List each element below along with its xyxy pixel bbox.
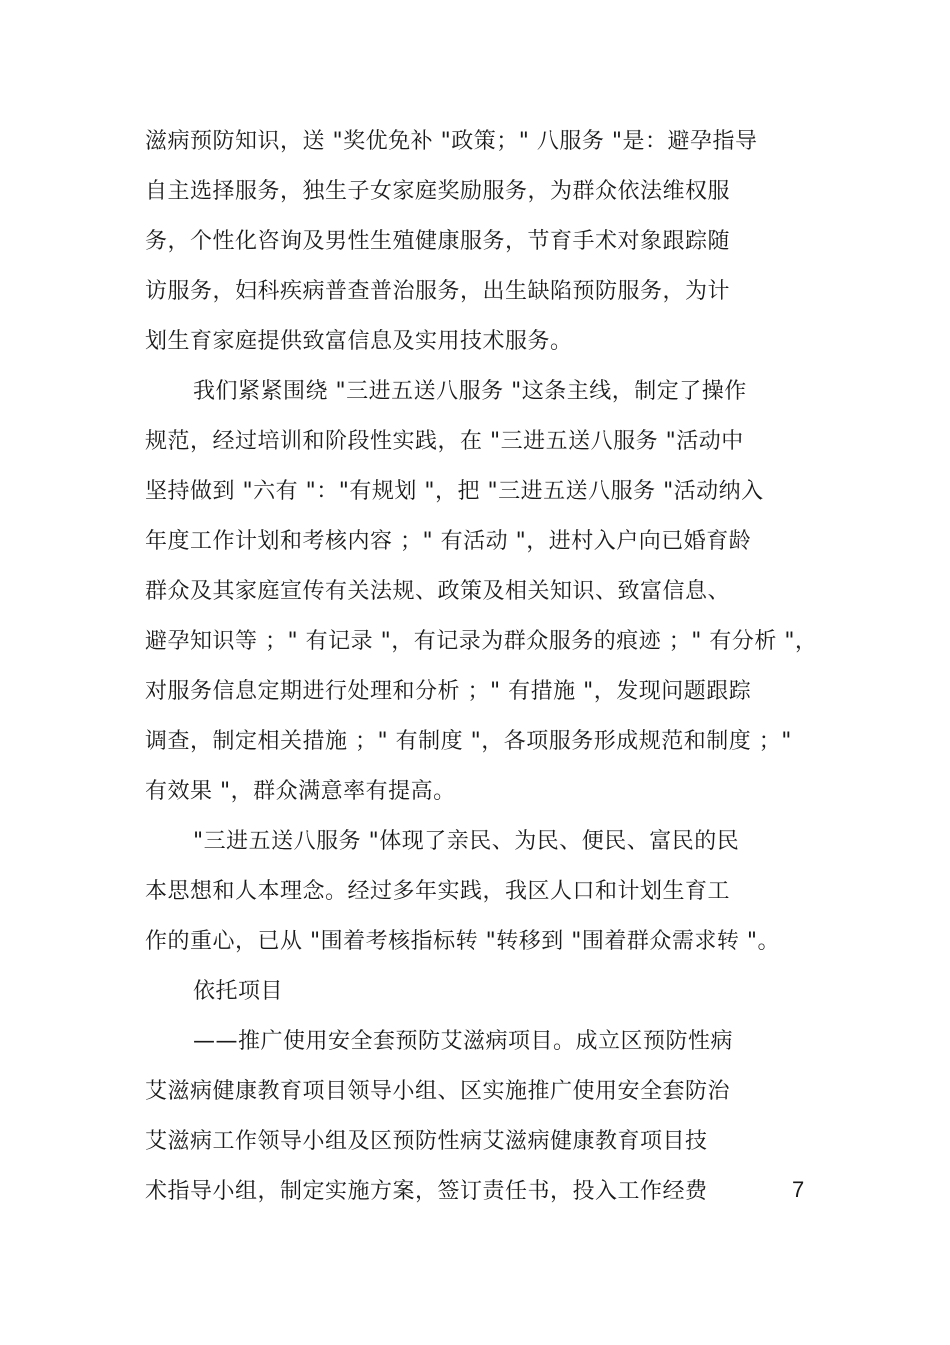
page-number: 7 [792,1177,805,1202]
text-line-1: 滋病预防知识，送 "奖优免补 "政策；" 八服务 "是：避孕指导 [145,129,758,154]
text-line-19: ——推广使用安全套预防艾滋病项目。成立区预防性病 [193,1029,734,1054]
text-line-11: 避孕知识等 ；" 有记录 "，有记录为群众服务的痕迹 ；" 有分析 "， [145,629,818,654]
text-line-17: 作的重心，已从 "围着考核指标转 "转移到 "围着群众需求转 "。 [145,929,780,954]
text-line-3: 务，个性化咨询及男性生殖健康服务，节育手术对象跟踪随 [145,229,731,254]
text-line-10: 群众及其家庭宣传有关法规、政策及相关知识、致富信息、 [145,579,731,604]
text-line-16: 本思想和人本理念。经过多年实践，我区人口和计划生育工 [145,879,731,904]
text-line-21: 艾滋病工作领导小组及区预防性病艾滋病健康教育项目技 [145,1129,708,1154]
text-line-8: 坚持做到 "六有 "："有规划 "，把 "三进五送八服务 "活动纳入 [145,479,764,504]
text-line-5: 划生育家庭提供致富信息及实用技术服务。 [145,329,573,354]
text-line-7: 规范，经过培训和阶段性实践，在 "三进五送八服务 "活动中 [145,429,744,454]
text-line-14: 有效果 "，群众满意率有提高。 [145,779,456,804]
text-line-2: 自主选择服务，独生子女家庭奖励服务，为群众依法维权服 [145,179,731,204]
section-heading: 依托项目 [193,979,284,1004]
text-line-22: 术指导小组，制定实施方案，签订责任书，投入工作经费 [145,1179,708,1204]
text-line-13: 调查，制定相关措施 ；" 有制度 "，各项服务形成规范和制度 ；" [145,729,792,754]
text-line-4: 访服务，妇科疾病普查普治服务，出生缺陷预防服务，为计 [145,279,731,304]
text-line-9: 年度工作计划和考核内容 ；" 有活动 "，进村入户向已婚育龄 [145,529,752,554]
text-line-6: 我们紧紧围绕 "三进五送八服务 "这条主线，制定了操作 [193,379,747,404]
text-line-15: "三进五送八服务 "体现了亲民、为民、便民、富民的民 [193,829,740,854]
text-line-20: 艾滋病健康教育项目领导小组、区实施推广使用安全套防治 [145,1079,731,1104]
text-line-12: 对服务信息定期进行处理和分析 ；" 有措施 "，发现问题跟踪 [145,679,752,704]
